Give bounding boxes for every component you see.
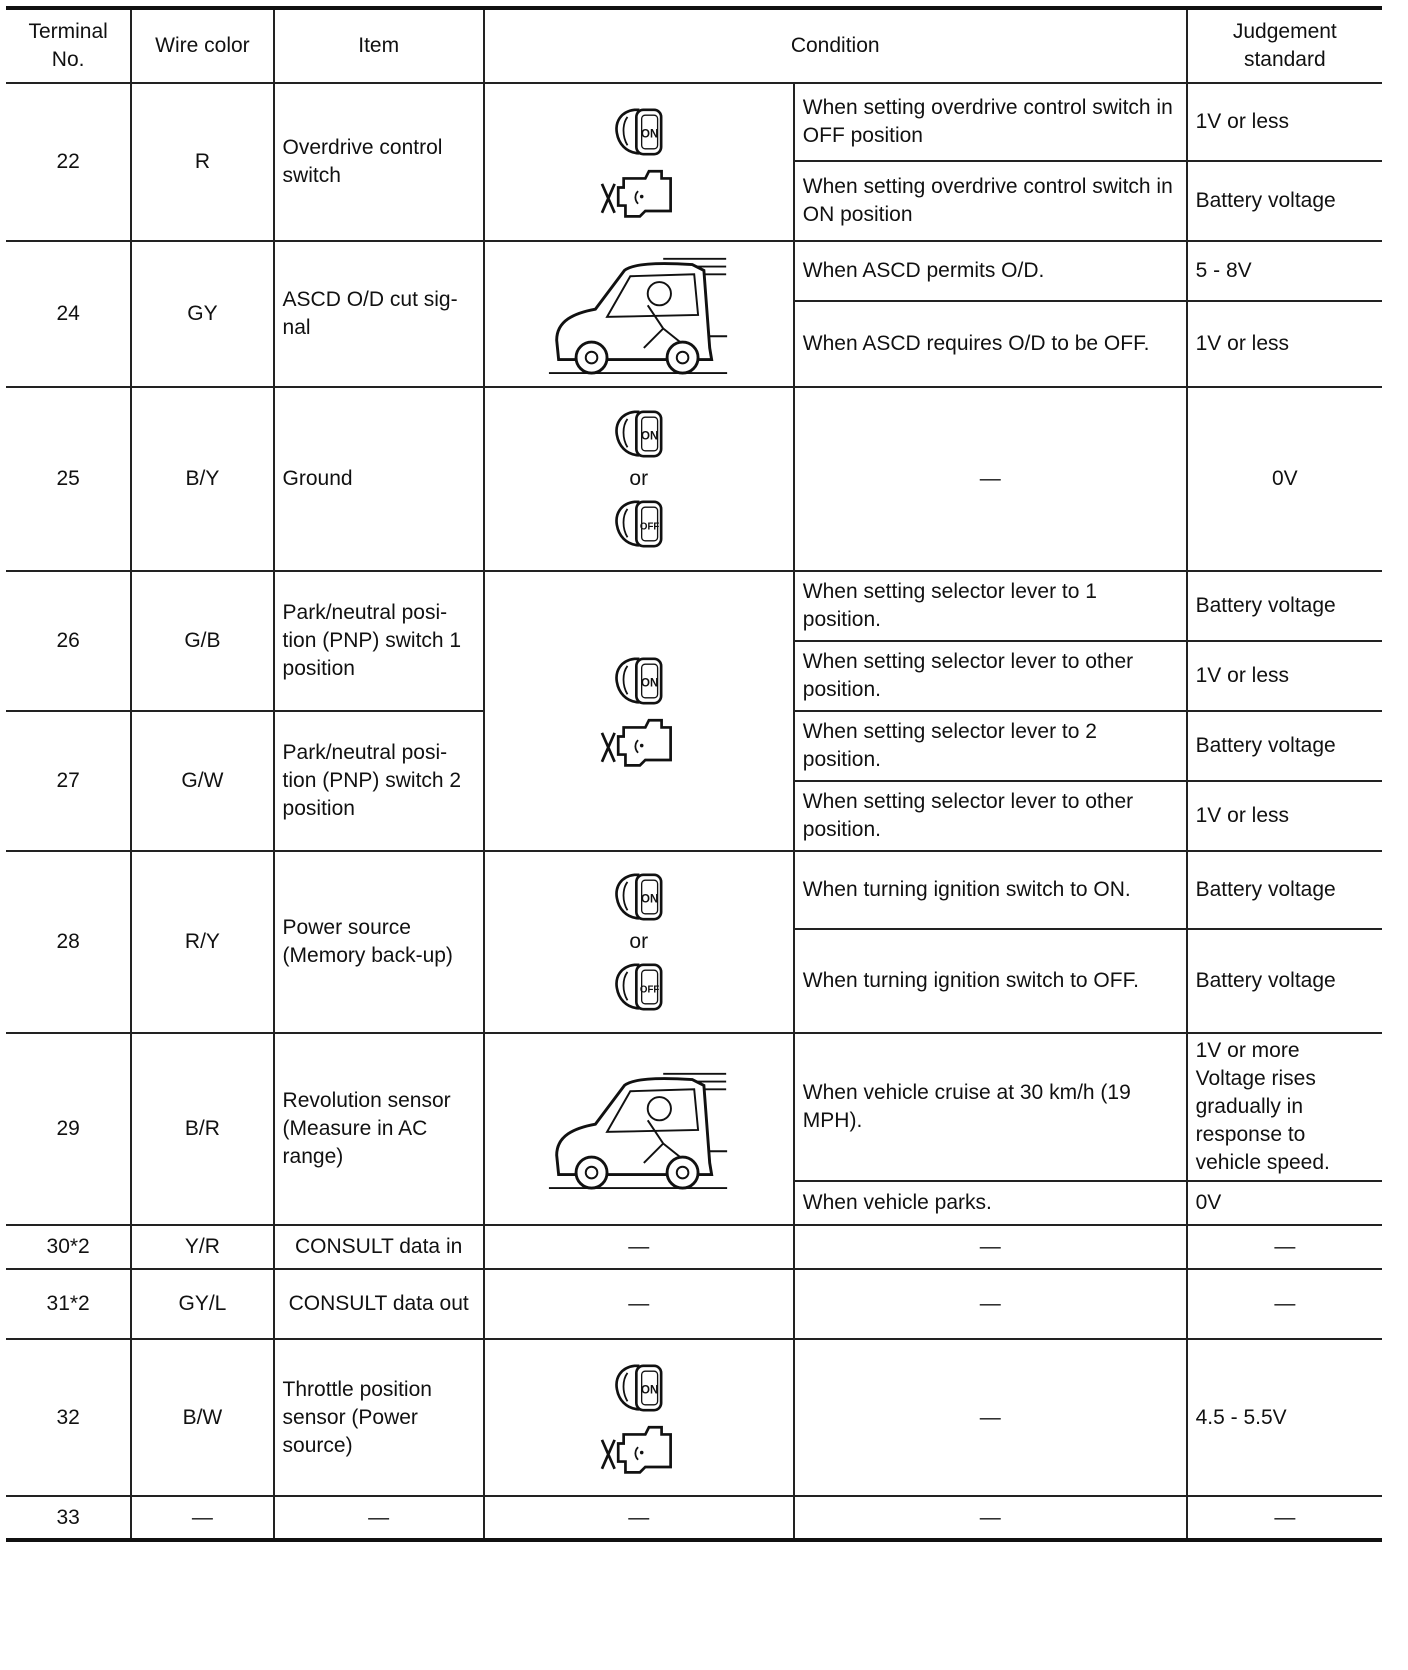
- item: —: [274, 1496, 484, 1540]
- wire-color: GY: [131, 241, 273, 387]
- terminal-no: 30*2: [6, 1225, 131, 1269]
- condition-illustration: [484, 1339, 794, 1496]
- ignition-on-icon: [608, 1360, 670, 1416]
- condition-illustration: [484, 851, 794, 1033]
- car-driving-icon: [547, 251, 731, 377]
- condition: —: [794, 1269, 1187, 1339]
- wire-color: Y/R: [131, 1225, 273, 1269]
- condition: When setting selector lever to 1 position.: [794, 571, 1187, 641]
- condition: When ASCD permits O/D.: [794, 241, 1187, 301]
- condition-illustration: —: [484, 1225, 794, 1269]
- judgement: 5 - 8V: [1187, 241, 1382, 301]
- wire-color: G/W: [131, 711, 273, 851]
- condition-illustration: [484, 83, 794, 241]
- item: CONSULT data in: [274, 1225, 484, 1269]
- item: Revolution sensor (Measure in AC range): [274, 1033, 484, 1225]
- or-label: or: [629, 930, 649, 953]
- terminal-no: 33: [6, 1496, 131, 1540]
- condition: —: [794, 1496, 1187, 1540]
- judgement: —: [1187, 1225, 1382, 1269]
- condition: When setting overdrive control switch in OFF position: [794, 83, 1187, 161]
- item: CONSULT data out: [274, 1269, 484, 1339]
- judgement: Battery voltage: [1187, 711, 1382, 781]
- ignition-on-icon: [608, 869, 670, 925]
- header-row: [6, 8, 1382, 83]
- terminal-no: 27: [6, 711, 131, 851]
- table-row: [6, 571, 1382, 641]
- table-row: [6, 851, 1382, 929]
- condition: When turning ignition switch to ON.: [794, 851, 1187, 929]
- terminal-spec-table: [6, 6, 1382, 1542]
- condition: —: [794, 1339, 1187, 1496]
- table-row: [6, 1339, 1382, 1496]
- judgement: —: [1187, 1496, 1382, 1540]
- or-label: or: [629, 467, 649, 490]
- wire-color: B/W: [131, 1339, 273, 1496]
- item: Ground: [274, 387, 484, 571]
- car-driving-icon: [547, 1066, 731, 1192]
- table-row: [6, 83, 1382, 161]
- header-wire-color: Wire color: [131, 8, 273, 83]
- ignition-on-icon: [608, 104, 670, 160]
- condition-illustration: [484, 571, 794, 851]
- table-row: [6, 241, 1382, 301]
- header-item: Item: [274, 8, 484, 83]
- wire-color: R/Y: [131, 851, 273, 1033]
- condition-illustration: [484, 1033, 794, 1225]
- judgement: 1V or less: [1187, 301, 1382, 387]
- condition-illustration: [484, 387, 794, 571]
- ignition-on-icon: [608, 406, 670, 462]
- item: Park/neutral posi-tion (PNP) switch 1 position: [274, 571, 484, 711]
- header-condition: Condition: [484, 8, 1187, 83]
- judgement: Battery voltage: [1187, 571, 1382, 641]
- condition-illustration: —: [484, 1269, 794, 1339]
- item: Park/neutral posi-tion (PNP) switch 2 position: [274, 711, 484, 851]
- condition: When setting selector lever to 2 position.: [794, 711, 1187, 781]
- terminal-no: 29: [6, 1033, 131, 1225]
- item: Power source (Memory back-up): [274, 851, 484, 1033]
- judgement: Battery voltage: [1187, 851, 1382, 929]
- condition: When setting overdrive control switch in ON position: [794, 161, 1187, 241]
- terminal-no: 25: [6, 387, 131, 571]
- condition: When setting selector lever to other position.: [794, 641, 1187, 711]
- item: Overdrive control switch: [274, 83, 484, 241]
- header-judgement: Judgement standard: [1187, 8, 1382, 83]
- judgement: Battery voltage: [1187, 929, 1382, 1033]
- table-row: [6, 1269, 1382, 1339]
- condition: —: [794, 1225, 1187, 1269]
- ignition-off-icon: [608, 496, 670, 552]
- table-row: [6, 1033, 1382, 1181]
- judgement: 0V: [1187, 387, 1382, 571]
- judgement: —: [1187, 1269, 1382, 1339]
- condition: When vehicle parks.: [794, 1181, 1187, 1225]
- judgement: Battery voltage: [1187, 161, 1382, 241]
- engine-stopped-icon: [598, 1420, 680, 1476]
- terminal-no: 22: [6, 83, 131, 241]
- condition: When turning ignition switch to OFF.: [794, 929, 1187, 1033]
- judgement: 1V or less: [1187, 83, 1382, 161]
- terminal-no: 26: [6, 571, 131, 711]
- condition-illustration: [484, 241, 794, 387]
- judgement: 4.5 - 5.5V: [1187, 1339, 1382, 1496]
- condition-illustration: —: [484, 1496, 794, 1540]
- wire-color: B/R: [131, 1033, 273, 1225]
- judgement: 1V or more Voltage rises gradually in response to vehicle speed.: [1187, 1033, 1382, 1181]
- wire-color: B/Y: [131, 387, 273, 571]
- judgement: 1V or less: [1187, 781, 1382, 851]
- judgement: 0V: [1187, 1181, 1382, 1225]
- condition: When ASCD requires O/D to be OFF.: [794, 301, 1187, 387]
- table-row: [6, 1496, 1382, 1540]
- terminal-no: 31*2: [6, 1269, 131, 1339]
- terminal-no: 32: [6, 1339, 131, 1496]
- item: Throttle position sensor (Power source): [274, 1339, 484, 1496]
- condition: When setting selector lever to other position.: [794, 781, 1187, 851]
- item: ASCD O/D cut sig-nal: [274, 241, 484, 387]
- header-terminal: Terminal No.: [6, 8, 131, 83]
- judgement: 1V or less: [1187, 641, 1382, 711]
- engine-stopped-icon: [598, 164, 680, 220]
- condition: When vehicle cruise at 30 km/h (19 MPH).: [794, 1033, 1187, 1181]
- wire-color: GY/L: [131, 1269, 273, 1339]
- engine-stopped-icon: [598, 713, 680, 769]
- condition: —: [794, 387, 1187, 571]
- ignition-off-icon: [608, 959, 670, 1015]
- wire-color: R: [131, 83, 273, 241]
- terminal-no: 28: [6, 851, 131, 1033]
- terminal-no: 24: [6, 241, 131, 387]
- wire-color: G/B: [131, 571, 273, 711]
- table-row: [6, 1225, 1382, 1269]
- table-row: [6, 387, 1382, 571]
- ignition-on-icon: [608, 653, 670, 709]
- wire-color: —: [131, 1496, 273, 1540]
